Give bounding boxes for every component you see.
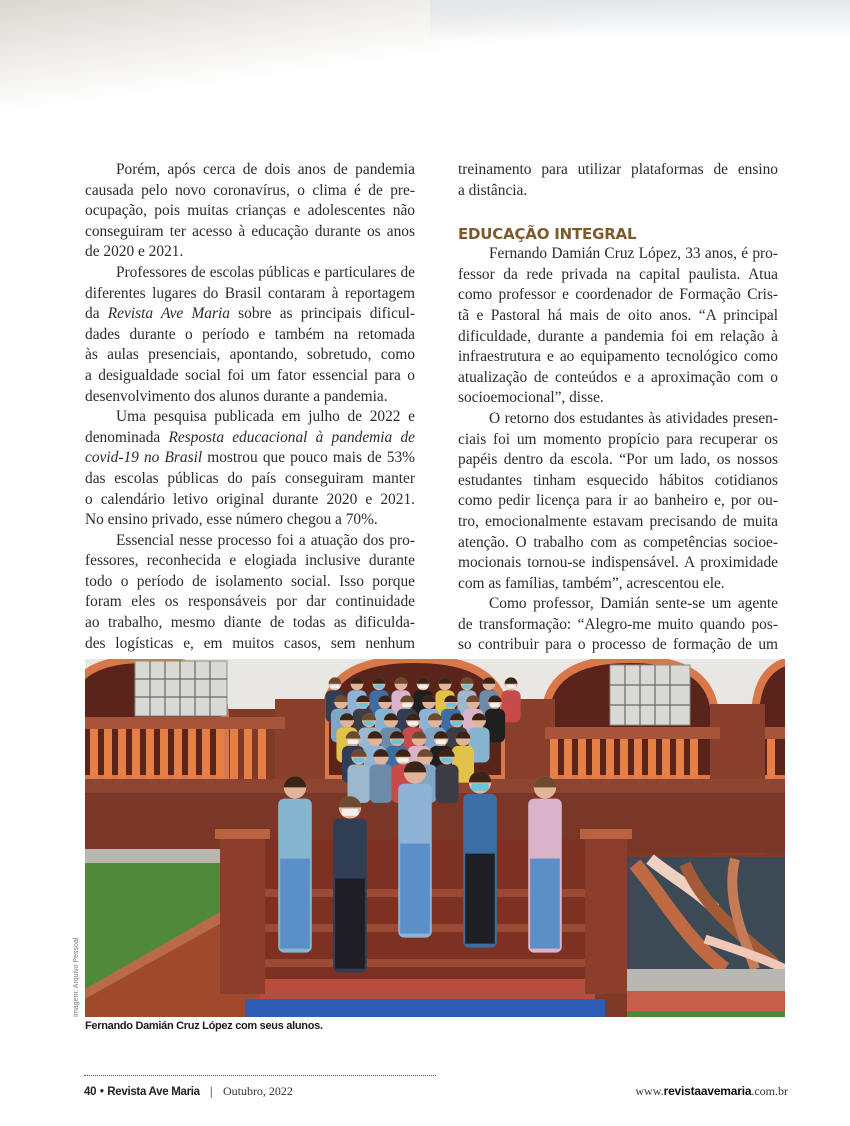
baluster — [118, 729, 126, 779]
text-run: tã e Pastoral há mais de oito anos. “A principal — [458, 306, 778, 324]
baluster — [634, 739, 642, 781]
face-mask — [490, 703, 500, 707]
footer-separator: | — [209, 1084, 214, 1098]
text-line — [85, 407, 415, 428]
face-mask — [342, 809, 359, 816]
text-run: Essencial nesse processo foi a atuação dos pro- — [116, 531, 415, 549]
text-line — [85, 325, 415, 346]
baluster — [676, 739, 684, 781]
text-run: desenvolvimento dos alunos durante a pandemia. — [85, 387, 388, 405]
text-run: a distância. — [458, 181, 528, 199]
url-prefix: www. — [635, 1084, 664, 1098]
section-heading: EDUCAÇÃO INTEGRAL — [458, 225, 637, 244]
text-run: papéis dentro da escola. “Por um lado, os nossos — [458, 451, 778, 469]
text-line — [85, 284, 415, 305]
text-line — [85, 222, 415, 243]
article-paragraph — [85, 160, 415, 263]
text-run: mocionais tornou-se indispensável. A proximidade — [458, 554, 778, 572]
text-run: mostrou que pouco mais de 53% — [202, 449, 415, 467]
article-paragraph — [458, 244, 778, 409]
text-run: todo o período de isolamento social. Isso porque — [85, 572, 415, 590]
italic-title: covid-19 no Brasil — [85, 449, 203, 467]
face-mask — [418, 685, 428, 689]
text-line — [458, 471, 778, 492]
text-line — [85, 263, 415, 284]
text-run: causada pelo novo coronavírus, o clima é de pre- — [85, 181, 415, 199]
text-run: Porém, após cerca de dois anos de pandemia — [116, 161, 415, 178]
baluster — [230, 729, 238, 779]
text-run: ao trabalho, mesmo diante de todas as dificulda- — [85, 614, 415, 632]
text-line — [458, 409, 778, 430]
text-line — [85, 181, 415, 202]
text-line — [458, 285, 778, 306]
text-line — [85, 242, 415, 263]
text-run: denominada — [85, 428, 169, 446]
text-line — [458, 327, 778, 348]
text-run: tro, emocionalmente estavam precisando de muita — [458, 512, 778, 530]
url-suffix: .com.br — [751, 1084, 788, 1098]
baluster — [160, 729, 168, 779]
text-line — [85, 387, 415, 408]
face-mask — [408, 721, 419, 725]
article-paragraph — [85, 531, 415, 655]
text-run: o calendário letivo original durante 2020 e 2021. — [85, 490, 415, 508]
text-line — [458, 615, 778, 636]
text-line — [458, 265, 778, 286]
baluster — [90, 729, 98, 779]
baluster — [258, 729, 266, 779]
footer-website[interactable] — [635, 1084, 788, 1099]
text-run: treinamento para utilizar plataformas de ensino — [458, 161, 778, 178]
text-run: conseguiram ter acesso à educação durante os anos — [85, 222, 415, 240]
baluster — [216, 729, 224, 779]
blue-mat — [245, 999, 605, 1017]
page-number: 40 — [84, 1086, 97, 1098]
baluster — [202, 729, 210, 779]
magazine-name: Revista Ave Maria — [107, 1086, 200, 1098]
text-run: so contribuir para o processo de formação de um — [458, 636, 778, 654]
text-line — [458, 594, 778, 615]
text-line — [458, 430, 778, 451]
text-run: ciais foi um momento propício para recuperar os — [458, 430, 778, 448]
face-mask — [358, 703, 368, 707]
text-line — [458, 368, 778, 389]
text-line — [458, 533, 778, 554]
text-run: dades durante o período e também na retomada — [85, 325, 415, 343]
face-mask — [402, 703, 412, 707]
baluster — [104, 729, 112, 779]
text-run: estudantes tinham esquecido hábitos cotidianos — [458, 471, 778, 489]
face-mask — [391, 739, 402, 744]
text-line — [85, 634, 415, 655]
text-line — [458, 491, 778, 512]
text-run: Professores de escolas públicas e particulares de — [116, 263, 415, 281]
article-paragraph — [458, 594, 778, 656]
text-run: dificuldade, durante a pandemia foi em relação à — [458, 327, 778, 345]
text-run: ocupação, pois muitas crianças e adolescentes não — [85, 202, 415, 220]
face-mask — [364, 721, 375, 725]
baluster — [564, 739, 572, 781]
text-line — [85, 448, 415, 469]
article-column-right — [458, 160, 778, 656]
text-run: des logísticas e, em muitos casos, sem nenhum — [85, 634, 415, 652]
student-body — [435, 764, 458, 802]
text-run: No ensino privado, esse número chegou a 70%. — [85, 511, 378, 529]
text-line — [85, 201, 415, 222]
article-paragraph — [458, 160, 778, 201]
student-legs — [400, 844, 430, 934]
text-line — [458, 244, 778, 265]
photo-credit: Imagem: Arquivo Pessoal — [73, 937, 80, 1017]
text-line — [85, 160, 415, 181]
baluster — [244, 729, 252, 779]
text-run: sobre as principais dificul- — [229, 305, 415, 323]
text-line — [458, 347, 778, 368]
article-photo — [85, 659, 785, 1017]
baluster — [690, 739, 698, 781]
text-run: Como professor, Damián sente-se um agente — [489, 595, 778, 613]
italic-title: Revista Ave Maria — [107, 305, 230, 323]
baluster — [592, 739, 600, 781]
face-mask — [462, 685, 472, 689]
baluster — [188, 729, 196, 779]
text-run: O retorno dos estudantes às atividades presen- — [489, 409, 778, 427]
text-run: das escolas públicas do país conseguiram manter — [85, 469, 415, 487]
text-line — [85, 345, 415, 366]
article-paragraph — [85, 407, 415, 531]
footer-divider — [84, 1075, 436, 1076]
face-mask — [472, 784, 489, 791]
face-mask — [397, 758, 409, 763]
photo-caption: Fernando Damián Cruz López com seus alunos. — [85, 1020, 323, 1032]
baluster — [620, 739, 628, 781]
text-line — [458, 450, 778, 471]
text-run: diferentes lugares do Brasil contaram à reportagem — [85, 284, 415, 302]
text-line — [85, 366, 415, 387]
baluster — [662, 739, 670, 781]
face-mask — [452, 721, 463, 725]
text-run: da — [85, 305, 108, 323]
text-run: de transformação: “Alegro-me muito quando pos- — [458, 615, 778, 633]
face-mask — [441, 758, 453, 763]
text-run: fessores, reconhecida e elogiada inclusive durante — [85, 552, 415, 570]
article-paragraph — [85, 263, 415, 407]
text-run: foram eles os responsáveis por dar continuidade — [85, 593, 415, 611]
text-line — [85, 469, 415, 490]
footer-bullet: • — [99, 1086, 104, 1098]
text-run: infraestrutura e ao equipamento tecnológico como — [458, 348, 778, 366]
text-line — [85, 531, 415, 552]
baluster — [132, 729, 140, 779]
face-mask — [435, 739, 446, 744]
baluster — [606, 739, 614, 781]
text-line — [458, 160, 778, 181]
baluster — [767, 739, 775, 781]
italic-title: Resposta educacional à pandemia de — [168, 428, 415, 446]
student-legs — [530, 859, 560, 949]
mural — [627, 857, 785, 1017]
text-run: socioemocional”, disse. — [458, 389, 604, 407]
text-run: fessor da rede privada na capital paulista. Atua — [458, 265, 778, 283]
face-mask — [330, 685, 340, 689]
issue-date: Outubro, 2022 — [222, 1084, 293, 1098]
text-run: como pedir licença para ir ao banheiro e, por ou- — [458, 492, 778, 510]
page-top-shadow — [0, 0, 850, 130]
text-run: às aulas presenciais, apontando, sobretudo, como — [85, 346, 415, 364]
url-brand: revistaavemaria — [663, 1084, 752, 1098]
text-run: de 2020 e 2021. — [85, 243, 184, 261]
text-line — [458, 306, 778, 327]
text-line — [458, 635, 778, 656]
text-line — [85, 551, 415, 572]
student-body — [369, 764, 392, 802]
text-line — [85, 572, 415, 593]
text-run: Fernando Damián Cruz López, 33 anos, é pro- — [489, 245, 778, 263]
text-line — [458, 574, 778, 595]
face-mask — [353, 758, 365, 763]
face-mask — [374, 685, 384, 689]
group-photo-illustration — [85, 659, 785, 1017]
text-line — [458, 181, 778, 202]
text-run: atualização de conteúdos e a aproximação com o — [458, 368, 778, 386]
text-line — [85, 613, 415, 634]
student-legs — [280, 859, 310, 949]
text-run: atenção. O trabalho com as competências socioe- — [458, 533, 778, 551]
baluster — [550, 739, 558, 781]
student-legs — [335, 879, 365, 969]
student-legs — [465, 854, 495, 944]
face-mask — [506, 685, 516, 689]
text-line — [85, 428, 415, 449]
baluster — [578, 739, 586, 781]
text-run: Uma pesquisa publicada em julho de 2022 e — [116, 408, 415, 426]
article-column-left — [85, 160, 415, 654]
text-line — [85, 304, 415, 325]
baluster — [174, 729, 182, 779]
text-line — [85, 490, 415, 511]
text-run: com as famílias, também”, acrescentou ele. — [458, 574, 725, 592]
text-line — [458, 388, 778, 409]
text-run: a desigualdade social foi um fator essencial para o — [85, 366, 415, 384]
footer-issue-info — [84, 1084, 293, 1099]
face-mask — [446, 703, 456, 707]
article-paragraph — [458, 409, 778, 594]
text-line — [85, 592, 415, 613]
baluster — [648, 739, 656, 781]
text-line — [458, 512, 778, 533]
baluster — [146, 729, 154, 779]
text-run: como professor e coordenador de Formação Cris- — [458, 286, 778, 304]
face-mask — [347, 739, 358, 744]
text-line — [458, 553, 778, 574]
text-line — [85, 510, 415, 531]
